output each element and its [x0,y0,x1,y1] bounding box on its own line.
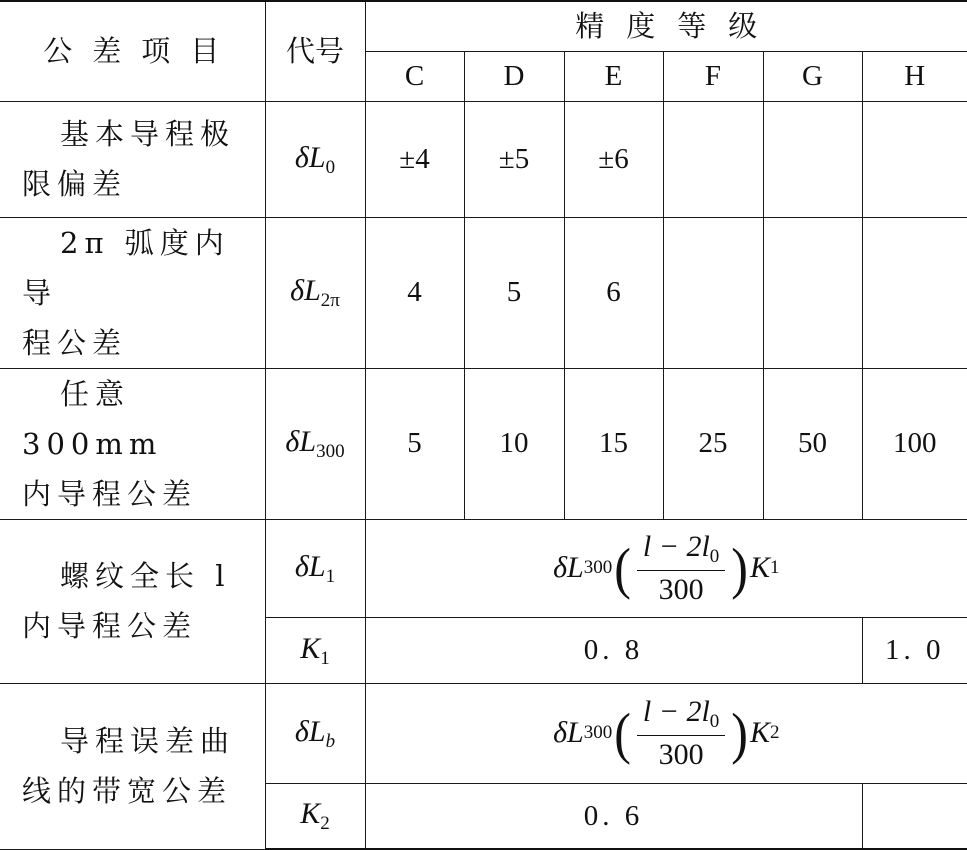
code-sub: 0 [325,156,336,178]
value-d: 10 [464,368,564,519]
value-c: 5 [365,368,464,519]
table-row [0,519,967,617]
code-main: δL [294,140,326,174]
value-h [862,217,967,368]
header-item-column: 公差项目 [0,1,265,101]
row-item-line1: 2π 弧度内导 [22,225,230,310]
row-code [265,217,365,368]
k2-value-h [862,783,967,849]
row-item-line2: 线的带宽公差 [22,774,233,808]
k2-value-c-to-g: 0. 6 [365,783,862,849]
formula-factor: K [749,716,770,750]
fraction [637,695,725,771]
formula-prefix: δL [553,551,584,585]
numerator-sub: 0 [709,711,720,733]
formula-cell [365,683,967,783]
value-g [763,217,862,368]
row-item-line1: 任意 300mm [22,376,163,461]
code-sub: 2 [320,813,330,835]
formula-factor: K [749,551,770,585]
k1-value-h: 1. 0 [862,617,967,683]
code-main: δL [294,714,326,748]
row-code [265,617,365,683]
grade-header-e: E [564,51,663,101]
numerator-text: l − 2l [642,530,710,564]
code-main: K [300,797,321,831]
value-g: 50 [763,368,862,519]
row-item-label [0,101,265,217]
fraction-numerator [637,695,725,736]
value-e: 6 [564,217,663,368]
table-row [0,217,967,368]
code-main: K [300,631,321,665]
fraction-denominator: 300 [658,737,704,771]
row-item-label [0,519,265,683]
value-h: 100 [862,368,967,519]
value-f [663,101,763,217]
value-e: ±6 [564,101,663,217]
left-paren: ( [614,535,631,601]
row-item-line1: 导程误差曲 [60,724,236,758]
lead-tolerance-formula [553,530,779,606]
value-g [763,101,862,217]
code-main: δL [290,274,321,308]
formula-prefix-sub: 300 [583,722,613,744]
code-main: δL [285,425,317,459]
code-sub: 1 [325,565,336,587]
row-code [265,783,365,849]
row-code [265,683,365,783]
formula-cell [365,519,967,617]
value-h [862,101,967,217]
value-f [663,217,763,368]
code-sub: 300 [316,441,345,463]
code-sub: 2π [320,290,340,312]
row-code [265,368,365,519]
k1-value-c-to-g: 0. 8 [365,617,862,683]
value-c: ±4 [365,101,464,217]
code-main: δL [294,549,326,583]
band-width-formula [553,695,779,771]
grade-header-d: D [464,51,564,101]
row-item-label [0,683,265,849]
fraction-numerator [637,530,725,571]
formula-factor-sub: 2 [769,722,780,744]
code-sub: 1 [320,647,330,669]
grade-header-f: F [663,51,763,101]
table-row [0,368,967,519]
row-item-label [0,217,265,368]
row-item-line1: 螺纹全长 l [60,559,231,593]
value-d: 5 [464,217,564,368]
fraction [637,530,725,606]
formula-prefix: δL [553,716,584,750]
left-paren: ( [614,700,631,766]
grade-header-g: G [763,51,862,101]
numerator-sub: 0 [709,546,720,568]
header-code-column: 代号 [265,1,365,101]
grade-header-c: C [365,51,464,101]
row-code [265,519,365,617]
row-item-line2: 限偏差 [22,167,128,201]
formula-factor-sub: 1 [769,557,780,579]
row-code [265,101,365,217]
row-item-line1: 基本导程极 [60,117,236,151]
grade-header-h: H [862,51,967,101]
right-paren: ) [731,700,748,766]
row-item-line2: 内导程公差 [22,609,198,643]
code-sub: b [325,730,336,752]
table-row [0,101,967,217]
formula-prefix-sub: 300 [583,557,613,579]
row-item-line2: 内导程公差 [22,476,198,511]
value-f: 25 [663,368,763,519]
value-d: ±5 [464,101,564,217]
value-c: 4 [365,217,464,368]
right-paren: ) [731,535,748,601]
table-row [0,683,967,783]
numerator-text: l − 2l [642,695,710,729]
row-item-label [0,368,265,519]
fraction-denominator: 300 [658,572,704,606]
row-item-line2: 程公差 [22,325,128,360]
header-grades-title: 精度等级 [365,1,967,51]
value-e: 15 [564,368,663,519]
